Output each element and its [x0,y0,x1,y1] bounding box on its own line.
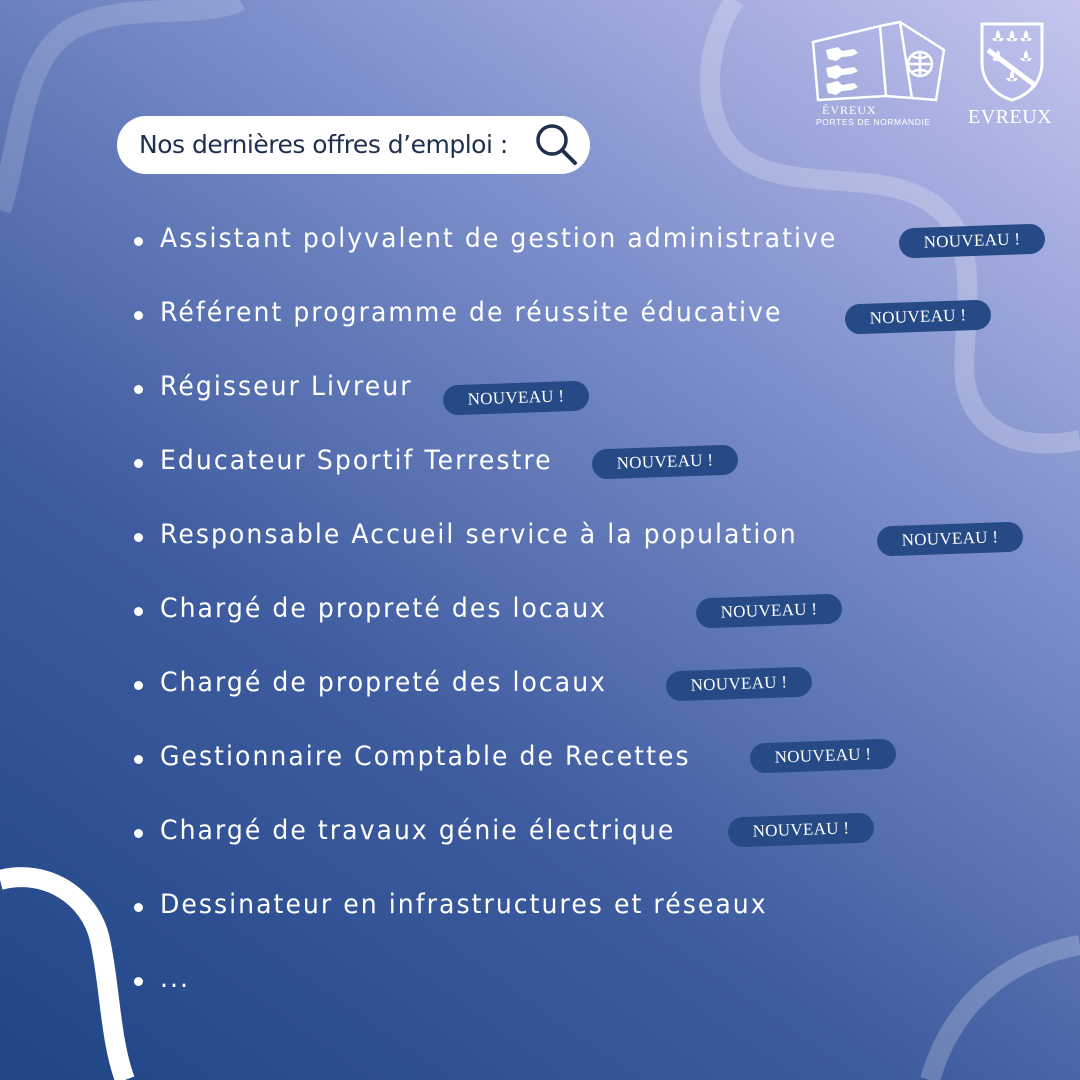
bullet-icon [134,459,143,468]
bullet-icon [134,237,143,246]
job-title: Chargé de propreté des locaux [160,667,608,698]
job-title: Dessinateur en infrastructures et réseaux [160,889,768,920]
new-badge: NOUVEAU ! [750,738,897,773]
agglo-logo-subtitle: PORTES DE NORMANDIE [816,117,931,127]
job-title: Assistant polyvalent de gestion administrative [160,223,838,254]
job-item[interactable] [0,667,1080,707]
search-bar[interactable] [117,116,590,174]
job-item[interactable] [0,371,1080,411]
bullet-icon [134,829,143,838]
new-badge: NOUVEAU ! [592,444,739,479]
job-item [0,963,1080,1003]
job-item[interactable] [0,741,1080,781]
evreux-logo-name: EVREUX [968,106,1053,128]
bullet-icon [134,977,143,986]
job-title: Educateur Sportif Terrestre [160,445,553,476]
new-badge: NOUVEAU ! [728,812,875,847]
new-badge: NOUVEAU ! [899,223,1046,258]
job-item[interactable] [0,297,1080,337]
bullet-icon [134,681,143,690]
bullet-icon [134,385,143,394]
job-item[interactable] [0,593,1080,633]
bullet-icon [134,533,143,542]
job-title-ellipsis: ... [160,963,191,994]
new-badge: NOUVEAU ! [877,521,1024,556]
new-badge: NOUVEAU ! [696,593,843,628]
bullet-icon [134,755,143,764]
search-icon[interactable] [532,120,580,168]
bullet-icon [134,311,143,320]
job-item[interactable] [0,889,1080,929]
new-badge: NOUVEAU ! [666,666,813,701]
job-title: Chargé de propreté des locaux [160,593,608,624]
job-title: Référent programme de réussite éducative [160,297,783,328]
bullet-icon [134,903,143,912]
job-item[interactable] [0,815,1080,855]
new-badge: NOUVEAU ! [845,299,992,334]
job-item[interactable] [0,223,1080,263]
job-title: Responsable Accueil service à la population [160,519,798,550]
bullet-icon [134,607,143,616]
job-title: Chargé de travaux génie électrique [160,815,676,846]
job-title: Gestionnaire Comptable de Recettes [160,741,691,772]
job-item[interactable] [0,445,1080,485]
new-badge: NOUVEAU ! [443,380,590,415]
job-title: Régisseur Livreur [160,371,413,402]
search-label: Nos dernières offres d’emploi : [139,130,508,159]
job-item[interactable] [0,519,1080,559]
evreux-coat-of-arms-logo [978,20,1046,102]
agglo-logo-name: ÉVREUX [822,103,877,117]
